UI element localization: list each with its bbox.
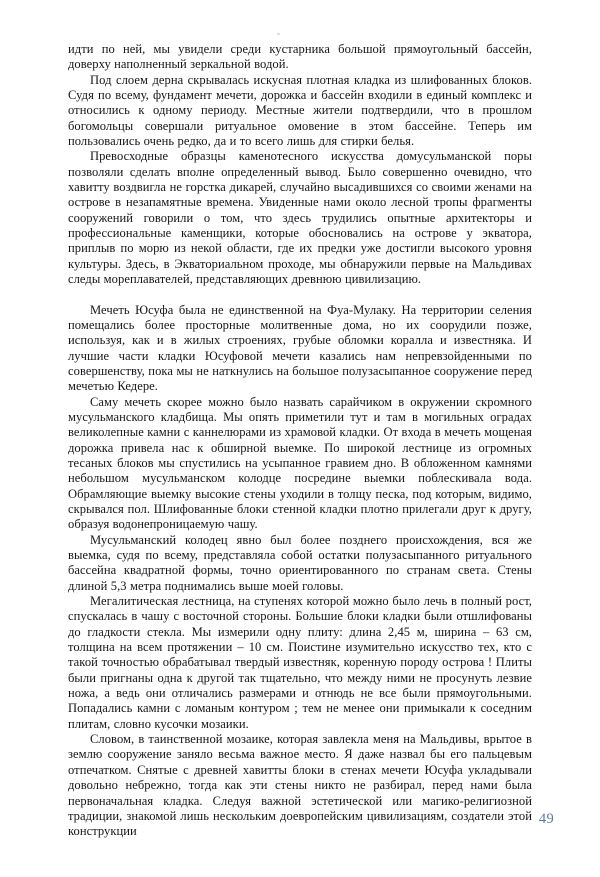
paragraph-5: Саму мечеть скорее можно было назвать сарайчиком в окружении скромного мусульманского кладбища. Мы опять приметили тут и там в могильных оградах великолепные камни с каннелюрами из храмовой кладки. От входа в мечеть мощеная дорожка привела нас к обширной выемке. По широкой лестнице из огромных тесаных блоков мы спустились на усыпанное гравием дно. В обложенном камнями небольшом мусульманском колодце посредине выемки поблескивала вода. Обрамляющие выемку высокие стены уходили в толщу песка, под которым, видимо, скрывался пол. Шлифованные блоки стенной кладки плотно прилегали друг к другу, образуя водонепроницаемую чашу.	[68, 394, 532, 532]
paragraph-6: Мусульманский колодец явно был более позднего происхождения, вся же выемка, судя по всему, представляла собой остатки полузасыпанного ритуального бассейна квадратной формы, точно ориентированного по странам света. Стены длиной 5,3 метра поднимались выше моей головы.	[68, 532, 532, 593]
page-number: 49	[538, 811, 554, 827]
scan-artifact-speck	[277, 33, 280, 35]
paragraph-2: Под слоем дерна скрывалась искусная плотная кладка из шлифованных блоков. Судя по всему, фундамент мечети, дорожка и бассейн входили в единый комплекс и относились к одному периоду. Местные жители подтвердили, что в прошлом богомольцы совершали ритуальное омовение в этом бассейне. Теперь им пользовались очень редко, да и то всего лишь для стирки белья.	[68, 72, 532, 149]
paragraph-7: Мегалитическая лестница, на ступенях которой можно было лечь в полный рост, спускалась в чашу с восточной стороны. Большие блоки кладки были отшлифованы до гладкости стекла. Мы измерили одну плиту: длина 2,45 м, ширина – 63 см, толщина на всем протяжении – 10 см. Поистине изумительно искусство тех, кто с такой точностью обрабатывал твердый известняк, коренную породу острова ! Плиты были пригнаны одна к другой так тщательно, что между ними не просунуть лезвие ножа, а ведь они отличались размерами и отнюдь не все были прямоугольными. Попадались камни с ломаным контуром ; тем не менее они примыкали к соседним плитам, словно кусочки мозаики.	[68, 594, 532, 731]
paragraph-1: идти по ней, мы увидели среди кустарника большой прямоугольный бассейн, доверху наполненный зеркальной водой.	[68, 42, 532, 72]
paragraph-3: Превосходные образцы каменотесного искусства домусульманской поры позволяли сделать вполне определенный вывод. Было совершенно очевидно, что хавитту воздвигла не горстка дикарей, случайно высадившихся со своими женами на острове в незапамятные времена. Увиденные нами около лесной тропы фрагменты сооружений говорили о том, что здесь трудились опытные архитекторы и профессиональные каменщики, которые обосновались на острове у экватора, приплыв по морю из некой области, где их предки уже достигли высокого уровня культуры. Здесь, в Экваториальном проходе, мы обнаружили первые на Мальдивах следы мореплавателей, представляющих древнюю цивилизацию.	[68, 149, 532, 287]
paragraph-8: Словом, в таинственной мозаике, которая завлекла меня на Мальдивы, врытое в землю сооружение заняло весьма важное место. Я даже назвал бы его пальцевым отпечатком. Снятые с древней хавитты блоки в стенах мечети Юсуфа укладывали довольно небрежно, тогда как эти стены никто не разбирал, перед нами была первоначальная кладка. Следуя важной эстетической или магико-религиозной традиции, знакомой лишь нескольким доевропейским цивилизациям, создатели этой конструкции	[68, 732, 532, 839]
body-text-column	[68, 42, 532, 840]
paragraph-4: Мечеть Юсуфа была не единственной на Фуа-Мулаку. На территории селения помещались более просторные молитвенные дома, но их соорудили позже, используя, как и в жилых строениях, грубые обломки коралла и известняка. И лучшие части кладки Юсуфовой мечети казались нам непревзойденными по совершенству, пока мы не наткнулись на большое полузасыпанное сооружение перед мечетью Кедере.	[68, 302, 532, 394]
